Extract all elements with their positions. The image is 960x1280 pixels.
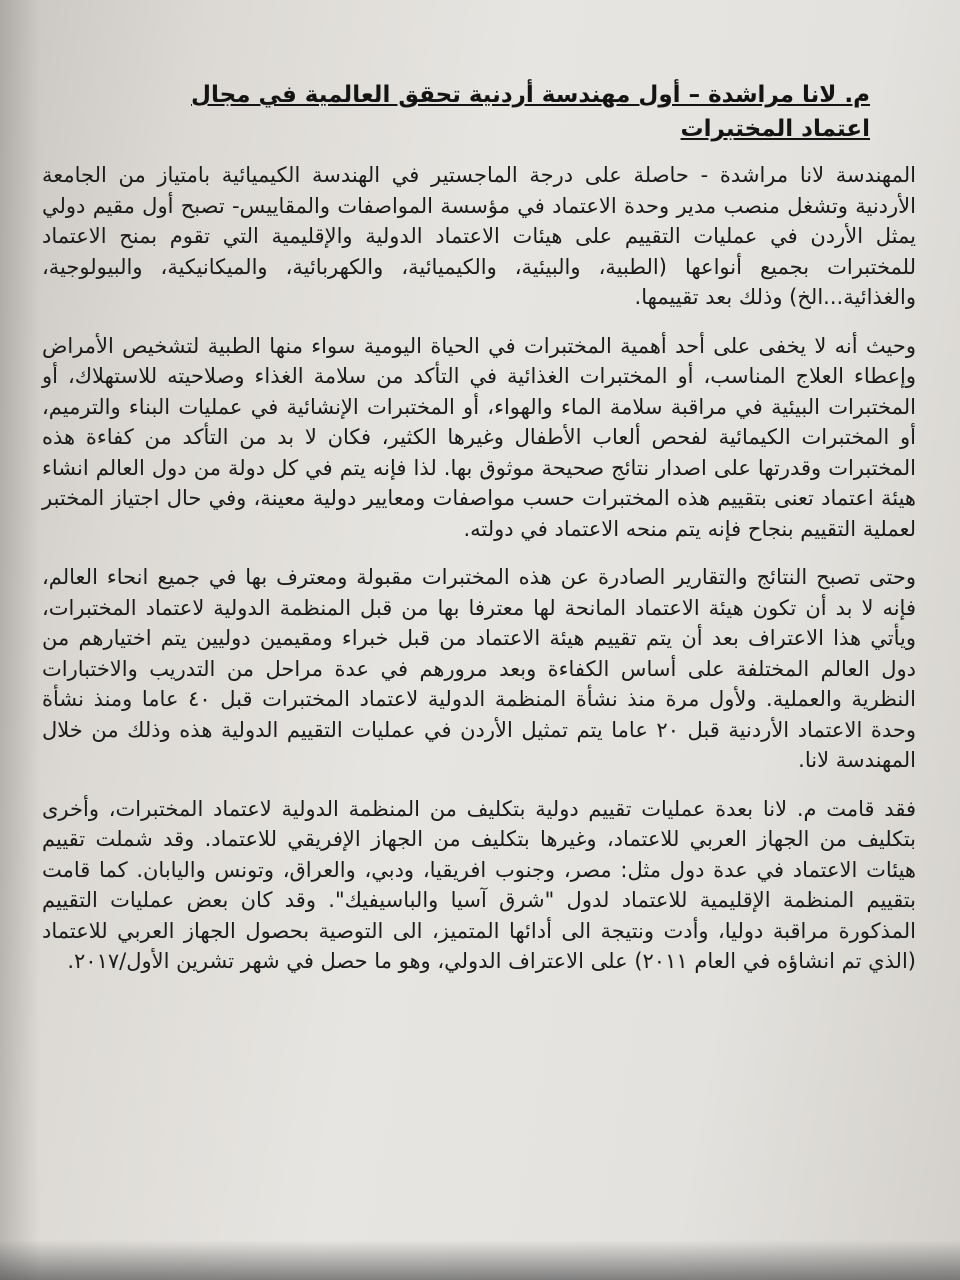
document-body — [42, 160, 916, 995]
page-shadow-bottom — [0, 1240, 960, 1280]
page-shadow-left — [0, 0, 40, 1280]
document-title-text: م. لانا مراشدة – أول مهندسة أردنية تحقق العالمية في مجال اعتماد المختبرات — [191, 82, 870, 142]
paragraph-4: فقد قامت م. لانا بعدة عمليات تقييم دولية بتكليف من المنظمة الدولية لاعتماد المختبرات، وأخرى بتكليف من الجهاز العربي للاعتماد، وغيرها بتكليف من الجهاز الإفريقي للاعتماد. وقد شملت تقييم هيئات الاعتماد في عدة دول مثل: مصر، وجنوب افريقيا، ودبي، والعراق، وتونس واليابان. كما قامت بتقييم المنظمة الإقليمية للاعتماد لدول "شرق آسيا والباسيفيك". وقد كان بعض عمليات التقييم المذكورة مراقبة دوليا، وأدت ونتيجة الى أدائها المتميز، الى التوصية بحصول الجهاز العربي للاعتماد (الذي تم انشاؤه في العام ٢٠١١) على الاعتراف الدولي، وهو ما حصل في شهر تشرين الأول/٢٠١٧. — [42, 796, 916, 973]
paragraph-2: وحيث أنه لا يخفى على أحد أهمية المختبرات في الحياة اليومية سواء منها الطبية لتشخيص الأمراض وإعطاء العلاج المناسب، أو المختبرات الغذائية في التأكد من سلامة الغذاء وصلاحيته للاستهلاك، أو المختبرات البيئية في مراقبة سلامة الماء والهواء، أو المختبرات الإنشائية في عمليات البناء والترميم، أو المختبرات الكيمائية لفحص ألعاب الأطفال وغيرها الكثير، فكان لا بد من التأكد من كفاءة هذه المختبرات وقدرتها على اصدار نتائج صحيحة موثوق بها. لذا فإنه يتم في كل دولة من دول العالم انشاء هيئة اعتماد تعنى بتقييم هذه المختبرات حسب مواصفات ومعايير دولية معينة، وفي حال اجتياز المختبر لعملية التقييم بنجاح فإنه يتم منحه الاعتماد في دولته. — [42, 333, 916, 541]
paragraph-3: وحتى تصبح النتائج والتقارير الصادرة عن هذه المختبرات مقبولة ومعترف بها في جميع انحاء العالم، فإنه لا بد أن تكون هيئة الاعتماد المانحة لها معترفا بها من قبل المنظمة الدولية لاعتماد المختبرات، ويأتي هذا الاعتراف بعد أن يتم تقييم هيئة الاعتماد من قبل خبراء ومقيمين دوليين يتم اختيارهم من دول العالم المختلفة على أساس الكفاءة وبعد مرورهم في عدة مراحل من التدريب والاختبارات النظرية والعملية. ولأول مرة منذ نشأة المنظمة الدولية لاعتماد المختبرات قبل ٤٠ عاما ومنذ نشأة وحدة الاعتماد الأردنية قبل ٢٠ عاما يتم تمثيل الأردن في عمليات التقييم الدولية هذه وذلك من خلال المهندسة لانا. — [42, 565, 916, 772]
paragraph-1: المهندسة لانا مراشدة - حاصلة على درجة الماجستير في الهندسة الكيميائية بامتياز من الجامعة الأردنية وتشغل منصب مدير وحدة الاعتماد في مؤسسة المواصفات والمقاييس- تصبح أول مقيم دولي يمثل الأردن في عمليات التقييم على هيئات الاعتماد الدولية والإقليمية التي تقوم بمنح الاعتماد للمختبرات بجميع أنواعها (الطبية، والبيئية، والكيميائية، والكهربائية، والميكانيكية، والبيولوجية، والغذائية...الخ) وذلك بعد تقييمها. — [42, 163, 916, 309]
document-title — [130, 78, 870, 146]
